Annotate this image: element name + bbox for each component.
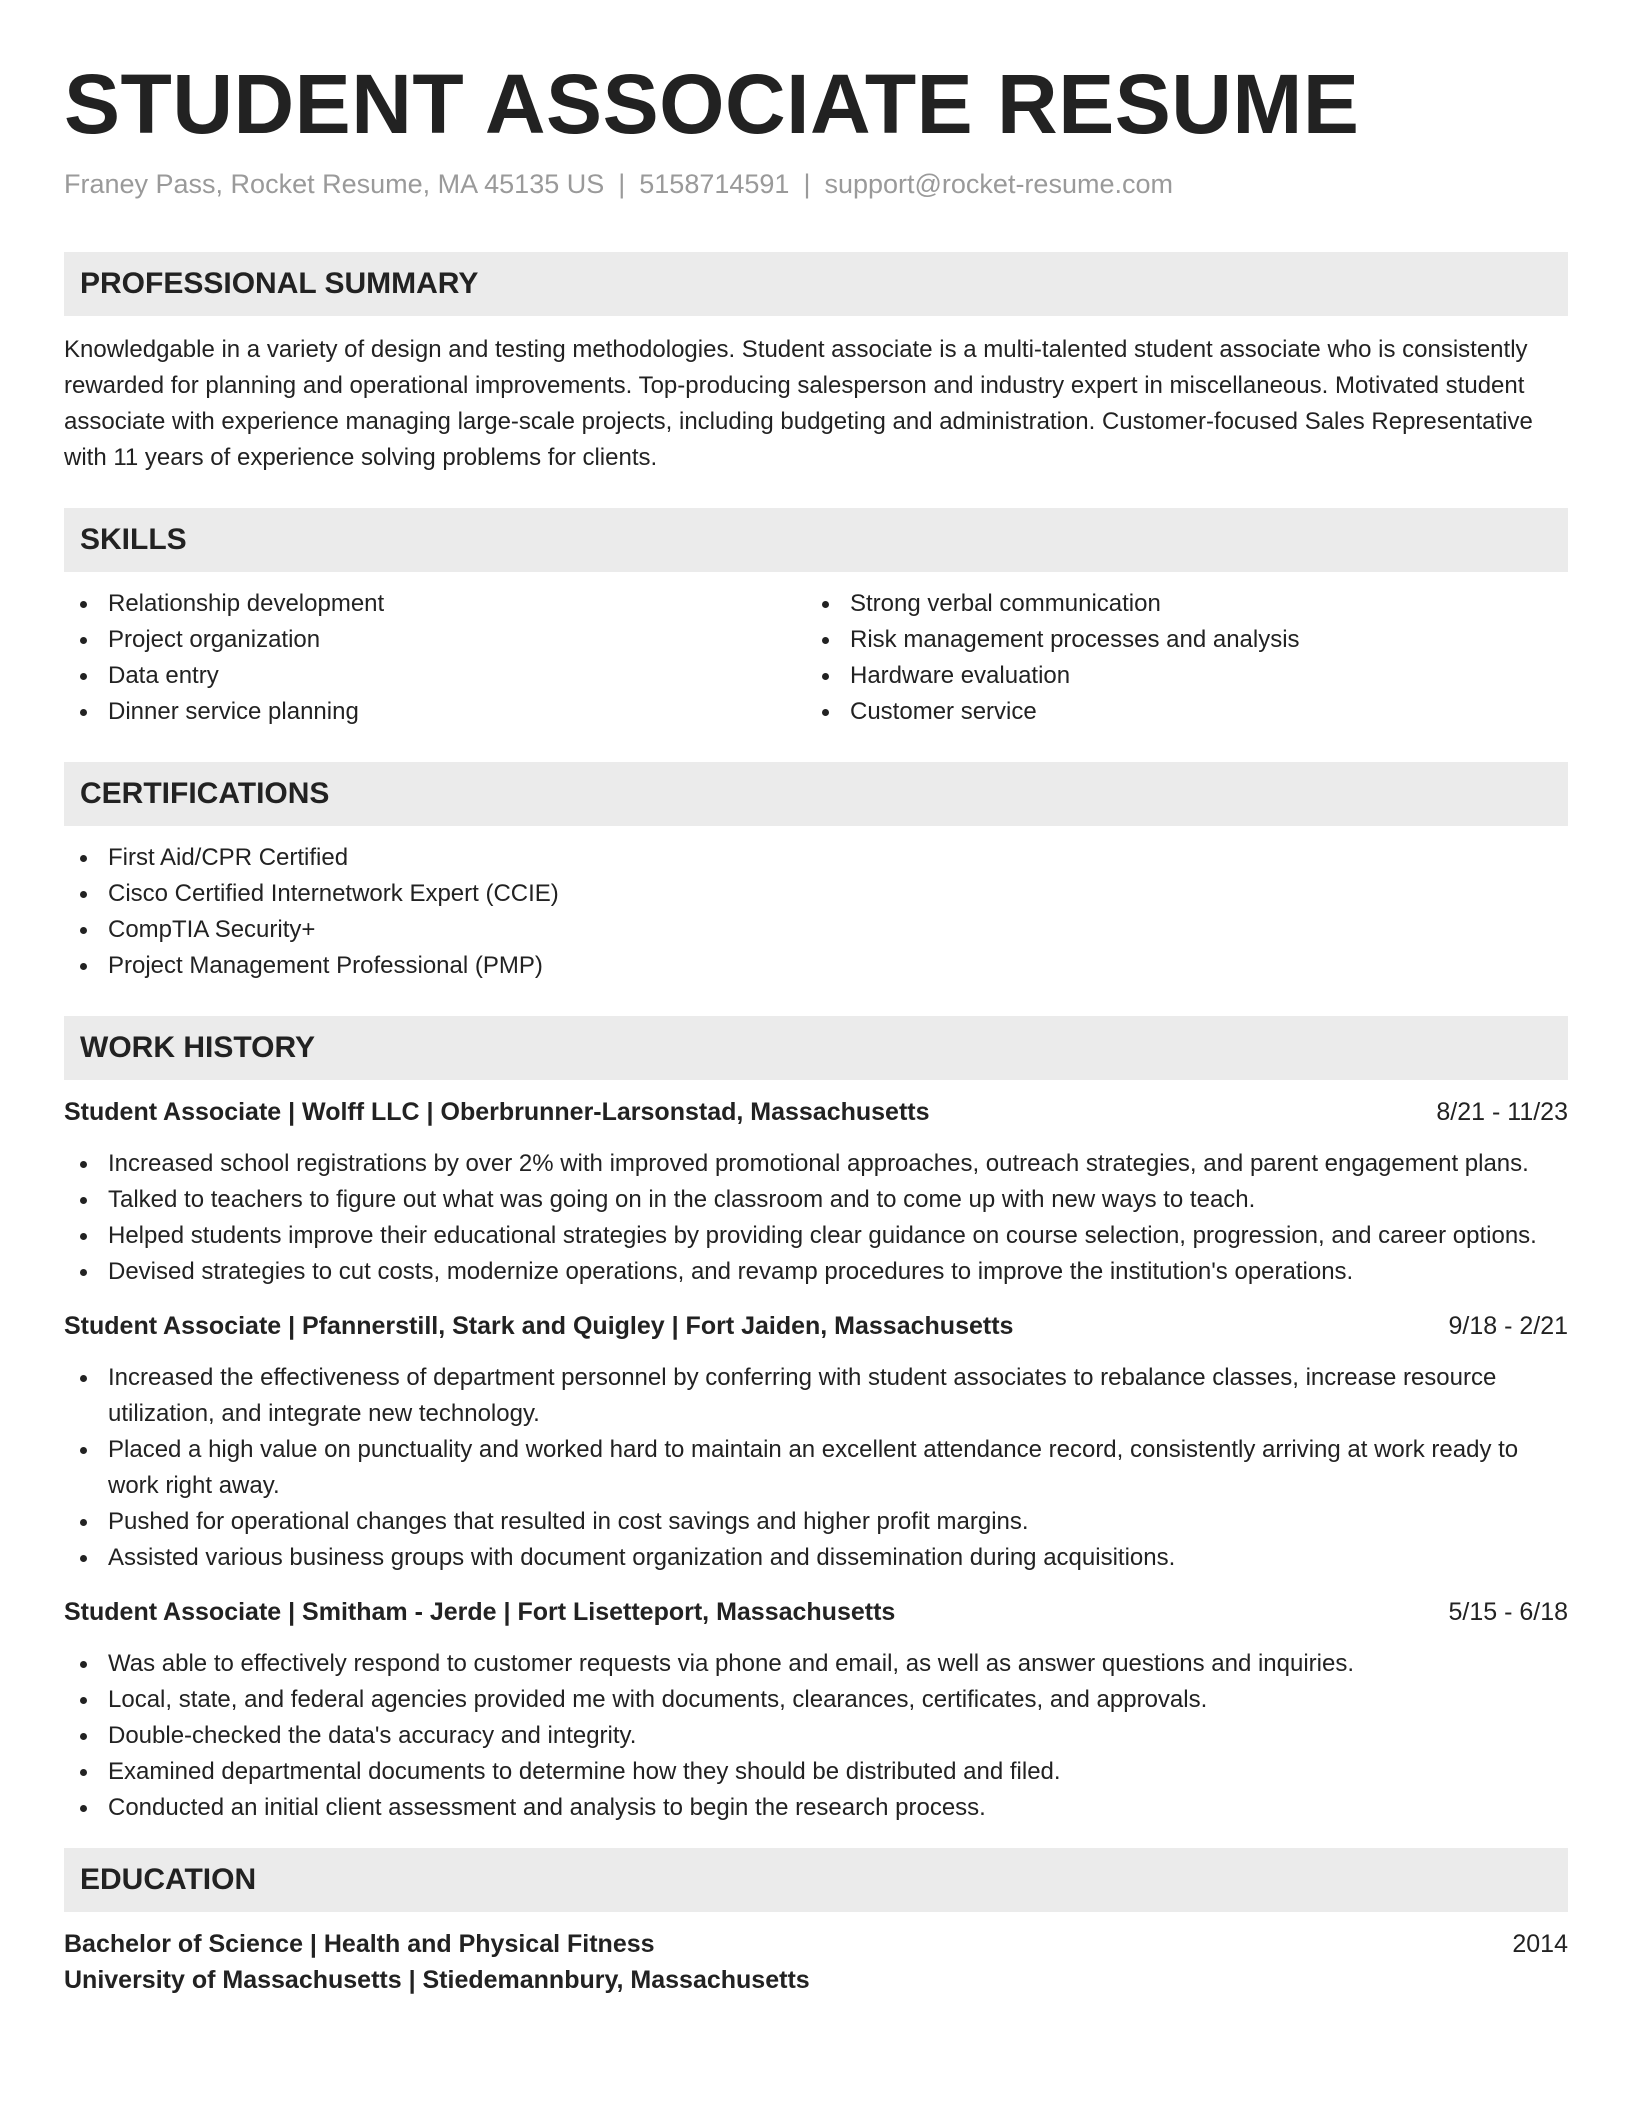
certifications-heading: CERTIFICATIONS (64, 762, 1568, 826)
job-bullet: Helped students improve their educational strategies by providing clear guidance on course selection, progression, and career options. (64, 1218, 1568, 1254)
contact-line (64, 166, 1568, 202)
skill-item: Customer service (806, 694, 1548, 730)
skill-item: Strong verbal communication (806, 586, 1548, 622)
certification-item: Cisco Certified Internetwork Expert (CCIE) (64, 876, 1568, 912)
contact-separator: | (803, 169, 811, 199)
contact-phone: 5158714591 (639, 169, 790, 199)
job-bullet: Was able to effectively respond to customer requests via phone and email, as well as answer questions and inquiries. (64, 1646, 1568, 1682)
job-bullet: Conducted an initial client assessment and analysis to begin the research process. (64, 1790, 1568, 1826)
job-entry (64, 1594, 1568, 1826)
job-header (64, 1308, 1568, 1344)
job-bullet: Examined departmental documents to determine how they should be distributed and filed. (64, 1754, 1568, 1790)
job-bullet: Double-checked the data's accuracy and integrity. (64, 1718, 1568, 1754)
job-bullet: Talked to teachers to figure out what was going on in the classroom and to come up with new ways to teach. (64, 1182, 1568, 1218)
education-year: 2014 (1512, 1930, 1568, 1958)
certification-item: Project Management Professional (PMP) (64, 948, 1568, 984)
job-bullets (64, 1146, 1568, 1290)
skill-item: Relationship development (64, 586, 806, 622)
job-title: Student Associate | Smitham - Jerde | Fort Lisetteport, Massachusetts (64, 1598, 896, 1626)
job-dates: 8/21 - 11/23 (1436, 1098, 1568, 1126)
job-dates: 5/15 - 6/18 (1448, 1598, 1568, 1626)
education-heading: EDUCATION (64, 1848, 1568, 1912)
summary-heading: PROFESSIONAL SUMMARY (64, 252, 1568, 316)
skill-item: Dinner service planning (64, 694, 806, 730)
resume-page (64, 56, 1568, 1998)
job-bullets (64, 1360, 1568, 1576)
education-header (64, 1926, 1568, 1962)
skill-item: Data entry (64, 658, 806, 694)
job-bullet: Increased the effectiveness of department personnel by conferring with student associates to rebalance classes, increase resource utilization, and integrate new technology. (64, 1360, 1568, 1432)
job-title: Student Associate | Wolff LLC | Oberbrunner-Larsonstad, Massachusetts (64, 1098, 930, 1126)
job-title: Student Associate | Pfannerstill, Stark and Quigley | Fort Jaiden, Massachusetts (64, 1312, 1014, 1340)
job-dates: 9/18 - 2/21 (1448, 1312, 1568, 1340)
skills-list-right (806, 586, 1548, 730)
summary-text: Knowledgable in a variety of design and testing methodologies. Student associate is a multi-talented student associate who is consistently rewarded for planning and operational improvements. Top-producing salesperson and industry expert in miscellaneous. Motivated student associate with experience managing large-scale projects, including budgeting and administration. Customer-focused Sales Representative with 11 years of experience solving problems for clients. (64, 336, 1533, 471)
job-bullet: Devised strategies to cut costs, modernize operations, and revamp procedures to improve the institution's operations. (64, 1254, 1568, 1290)
certification-item: First Aid/CPR Certified (64, 840, 1568, 876)
job-bullet: Assisted various business groups with document organization and dissemination during acquisitions. (64, 1540, 1568, 1576)
job-bullet: Local, state, and federal agencies provided me with documents, clearances, certificates, and approvals. (64, 1682, 1568, 1718)
contact-email: support@rocket-resume.com (824, 169, 1173, 199)
job-entry (64, 1094, 1568, 1290)
skills-heading: SKILLS (64, 508, 1568, 572)
contact-separator: | (618, 169, 626, 199)
education-school: University of Massachusetts | Stiedemannbury, Massachusetts (64, 1966, 810, 1994)
job-header (64, 1594, 1568, 1630)
skills-grid (64, 586, 1568, 730)
education-degree: Bachelor of Science | Health and Physical Fitness (64, 1930, 655, 1958)
skill-item: Risk management processes and analysis (806, 622, 1548, 658)
certification-item: CompTIA Security+ (64, 912, 1568, 948)
skill-item: Hardware evaluation (806, 658, 1548, 694)
job-bullets (64, 1646, 1568, 1826)
job-bullet: Pushed for operational changes that resulted in cost savings and higher profit margins. (64, 1504, 1568, 1540)
job-bullet: Placed a high value on punctuality and worked hard to maintain an excellent attendance record, consistently arriving at work ready to work right away. (64, 1432, 1568, 1504)
job-bullet: Increased school registrations by over 2% with improved promotional approaches, outreach strategies, and parent engagement plans. (64, 1146, 1568, 1182)
contact-address: Franey Pass, Rocket Resume, MA 45135 US (64, 169, 605, 199)
job-header (64, 1094, 1568, 1130)
skills-list-left (64, 586, 806, 730)
skill-item: Project organization (64, 622, 806, 658)
work-history-heading: WORK HISTORY (64, 1016, 1568, 1080)
job-entry (64, 1308, 1568, 1576)
certifications-list (64, 840, 1568, 984)
resume-title: STUDENT ASSOCIATE RESUME (64, 57, 1360, 151)
